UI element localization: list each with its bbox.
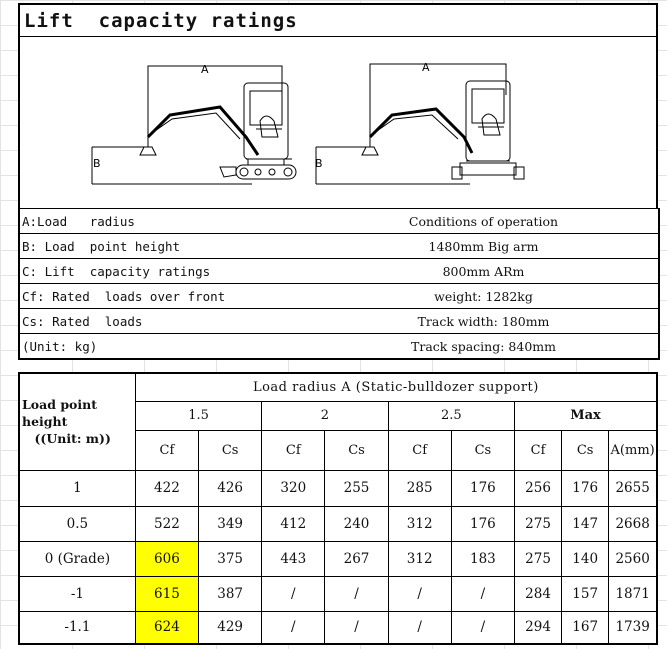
spec-label: (Unit: kg) — [19, 334, 309, 360]
table-cell: 320 — [262, 470, 325, 506]
sub-header-cs: Cs — [325, 430, 388, 470]
row-height-label: -1 — [19, 576, 135, 611]
table-cell: / — [262, 611, 325, 644]
table-row — [19, 506, 657, 541]
spec-row — [19, 259, 659, 284]
radius-group-2-5: 2.5 — [388, 401, 514, 430]
spec-value: 1480mm Big arm — [309, 234, 659, 259]
table-cell: 255 — [325, 470, 388, 506]
table-cell: 1871 — [609, 576, 657, 611]
spec-label: Cf: Rated loads over front — [19, 284, 309, 309]
table-row — [19, 576, 657, 611]
radius-group-max: Max — [514, 401, 657, 430]
spec-label: A:Load radius — [19, 209, 309, 234]
spec-value: Conditions of operation — [309, 209, 659, 234]
table-cell: / — [388, 576, 451, 611]
sub-header-cf: Cf — [514, 430, 561, 470]
spec-value: Track spacing: 840mm — [309, 334, 659, 360]
table-cell: 429 — [199, 611, 262, 644]
sub-header-cs: Cs — [451, 430, 514, 470]
spec-value: 800mm ARm — [309, 259, 659, 284]
table-cell: / — [451, 611, 514, 644]
table-cell: 176 — [451, 506, 514, 541]
table-row — [19, 541, 657, 576]
lift-capacity-table — [18, 372, 658, 645]
table-cell: 240 — [325, 506, 388, 541]
row-height-label: 1 — [19, 470, 135, 506]
table-cell: 349 — [199, 506, 262, 541]
table-row — [19, 611, 657, 644]
table-cell: 275 — [514, 506, 561, 541]
table-cell: 284 — [514, 576, 561, 611]
table-cell: 443 — [262, 541, 325, 576]
table-cell: 375 — [199, 541, 262, 576]
table-cell: 275 — [514, 541, 561, 576]
label-a-right: A — [422, 61, 430, 74]
table-cell: 147 — [562, 506, 609, 541]
table-cell: / — [388, 611, 451, 644]
table-cell: 285 — [388, 470, 451, 506]
table-cell: 2560 — [609, 541, 657, 576]
sub-header-cf: Cf — [388, 430, 451, 470]
table-cell: 2655 — [609, 470, 657, 506]
title-bar — [18, 3, 658, 37]
table-cell: 256 — [514, 470, 561, 506]
sub-header-cf: Cf — [135, 430, 198, 470]
table-cell: / — [325, 611, 388, 644]
table-cell: 157 — [562, 576, 609, 611]
radius-group-1-5: 1.5 — [135, 401, 261, 430]
spec-row — [19, 334, 659, 360]
table-cell: 2668 — [609, 506, 657, 541]
table-cell: / — [262, 576, 325, 611]
table-cell: 422 — [135, 470, 198, 506]
table-cell: 267 — [325, 541, 388, 576]
table-cell-highlighted: 624 — [135, 611, 198, 644]
spec-row — [19, 209, 659, 234]
load-radius-header: Load radius A (Static-bulldozer support) — [135, 373, 657, 401]
table-cell: 312 — [388, 506, 451, 541]
label-b-right: B — [315, 157, 323, 170]
table-cell-highlighted: 615 — [135, 576, 198, 611]
radius-group-2: 2 — [262, 401, 388, 430]
row-header-label: Load point height ((Unit: m)) — [19, 373, 135, 470]
spec-label: B: Load point height — [19, 234, 309, 259]
excavator-drawings — [20, 37, 660, 208]
page-title: Lift capacity ratings — [24, 9, 298, 32]
spec-row — [19, 284, 659, 309]
excavator-diagram — [18, 37, 658, 208]
table-cell: 183 — [451, 541, 514, 576]
table-row — [19, 470, 657, 506]
sub-header-a-mm: A(mm) — [609, 430, 657, 470]
table-cell: 176 — [562, 470, 609, 506]
spec-value: Track width: 180mm — [309, 309, 659, 334]
table-cell: 1739 — [609, 611, 657, 644]
table-cell: 140 — [562, 541, 609, 576]
spec-row — [19, 309, 659, 334]
row-height-label: 0 (Grade) — [19, 541, 135, 576]
label-b-left: B — [93, 157, 101, 170]
table-cell: 426 — [199, 470, 262, 506]
table-cell: 387 — [199, 576, 262, 611]
table-cell: / — [325, 576, 388, 611]
table-cell: 294 — [514, 611, 561, 644]
sub-header-cs: Cs — [199, 430, 262, 470]
spec-label: Cs: Rated loads — [19, 309, 309, 334]
specifications-table — [18, 208, 660, 360]
spec-row — [19, 234, 659, 259]
header-row-radius — [19, 373, 657, 401]
table-cell: 312 — [388, 541, 451, 576]
sub-header-cf: Cf — [262, 430, 325, 470]
table-cell: 412 — [262, 506, 325, 541]
row-height-label: 0.5 — [19, 506, 135, 541]
label-a-left: A — [201, 63, 209, 76]
spec-label: C: Lift capacity ratings — [19, 259, 309, 284]
table-cell-highlighted: 606 — [135, 541, 198, 576]
table-cell: 522 — [135, 506, 198, 541]
table-cell: 176 — [451, 470, 514, 506]
table-cell: / — [451, 576, 514, 611]
table-cell: 167 — [562, 611, 609, 644]
spec-value: weight: 1282kg — [309, 284, 659, 309]
row-height-label: -1.1 — [19, 611, 135, 644]
sub-header-cs: Cs — [562, 430, 609, 470]
